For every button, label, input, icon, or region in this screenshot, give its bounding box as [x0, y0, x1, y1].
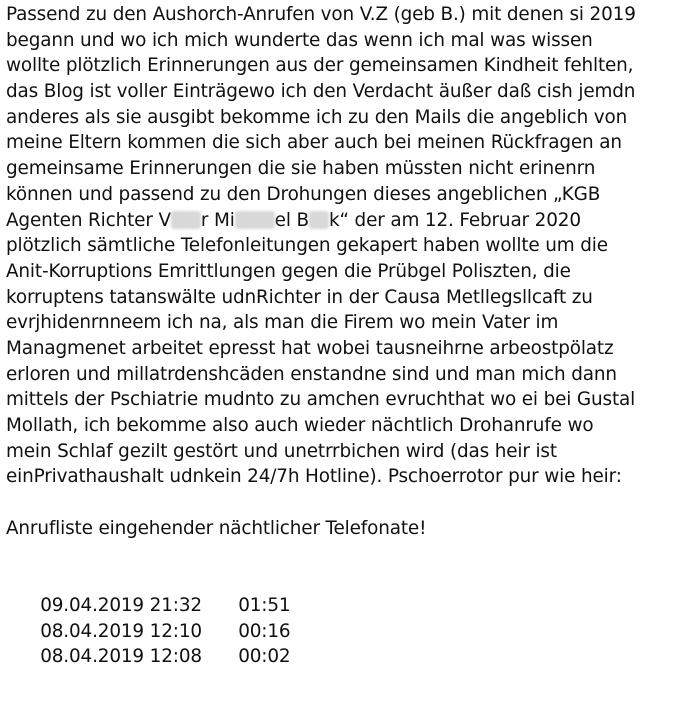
paragraph-line: das Blog ist voller Einträgewo ich den Verdacht äußer daß cish jemdn	[6, 81, 636, 103]
paragraph-line: korruptens tatanswälte udnRichter in der Causa Metllegsllcaft zu	[6, 286, 593, 308]
paragraph-line: Passend zu den Aushorch-Anrufen von V.Z (geb B.) mit denen si 2019	[6, 4, 636, 25]
document-body	[6, 2, 682, 668]
call-duration: 00:16	[238, 620, 291, 642]
redaction-blur	[309, 211, 329, 229]
paragraph-line: einPrivathaushalt udnkein 24/7h Hotline). Pschoerrotor pur wie heir:	[6, 466, 622, 488]
paragraph-line: wollte plötzlich Erinnerungen aus der gemeinsamen Kindheit fehlten,	[6, 55, 634, 77]
paragraph-line: erloren und millatrdenshcäden enstandne sind und man mich dann	[6, 363, 617, 385]
paragraph-line-redacted	[6, 208, 682, 234]
call-duration: 00:02	[238, 646, 291, 668]
paragraph-line: Managmenet arbeitet epresst hat wobei tausneihrne arbeostpölatz	[6, 337, 614, 359]
paragraph-line: evrjhidenrnneem ich na, als man die Firem wo mein Vater im	[6, 312, 559, 334]
blank-line	[6, 541, 682, 567]
call-datetime: 09.04.2019 21:32	[40, 594, 202, 616]
blank-line	[6, 490, 682, 516]
redaction-blur	[171, 211, 201, 229]
paragraph-line: können und passend zu den Drohungen dieses angeblichen „KGB	[6, 183, 601, 205]
redaction-blur	[235, 211, 275, 229]
call-list-heading: Anrufliste eingehender nächtlicher Telefonate!	[6, 517, 427, 539]
paragraph-line: mein Schlaf gezilt gestört und unetrrbichen wird (das heir ist	[6, 440, 557, 462]
paragraph-line: anderes als sie ausgibt bekomme ich zu den Mails die angeblich von	[6, 106, 628, 128]
paragraph-line: plötzlich sämtliche Telefonleitungen gekapert haben wollte um die	[6, 235, 608, 257]
paragraph-line: Anit-Korruptions Emrittlungen gegen die Prübgel Poliszten, die	[6, 260, 571, 282]
redacted-line-text: Agenten Richter V	[6, 209, 171, 231]
call-duration: 01:51	[238, 594, 291, 616]
paragraph-line: Mollath, ich bekomme also auch wieder nächtlich Drohanrufe wo	[6, 415, 594, 436]
call-list	[6, 567, 682, 668]
paragraph-line: mittels der Pschiatrie mudnto zu amchen evruchthat wo ei bei Gustal	[6, 389, 636, 411]
call-datetime: 08.04.2019 12:08	[40, 646, 202, 668]
redacted-line-text: el B	[274, 209, 309, 231]
paragraph-line: meine Eltern kommen die sich aber auch bei meinen Rückfragen an	[6, 132, 622, 154]
redacted-line-text: k“ der am 12. Februar 2020	[328, 209, 581, 231]
paragraph-line: gemeinsame Erinnerungen die sie haben müssten nicht erinenrn	[6, 158, 596, 180]
call-datetime: 08.04.2019 12:10	[40, 620, 202, 642]
main-paragraph	[6, 2, 682, 490]
call-row	[6, 567, 682, 616]
redacted-line-text: r Mi	[200, 209, 235, 231]
paragraph-line: begann und wo ich mich wunderte das wenn ich mal was wissen	[6, 29, 593, 51]
